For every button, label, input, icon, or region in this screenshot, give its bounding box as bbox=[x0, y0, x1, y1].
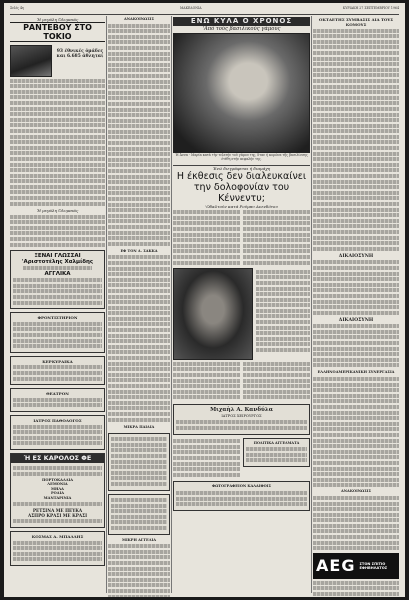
small-ad-box bbox=[108, 494, 170, 535]
notice-title: ΘΕΑΤΡΟΝ bbox=[46, 391, 69, 397]
civil-ad-title: ΠΟΛΙΤΙΚΑ ΑΓΓΕΛΜΑΤΑ bbox=[253, 440, 300, 445]
justice-title: ΔΙΚΑΙΟΣΥΝΗ bbox=[338, 317, 374, 323]
product-line: ΛΕΜΟΝΙΑ bbox=[47, 482, 68, 487]
royal-wedding-photo bbox=[173, 33, 310, 153]
contract-headline: ΟΚΤΑΕΤΗΣ ΣΥΜΒΑΣΙΣ ΔΙΑ ΤΟΥΣ ΚΟΜΟΥΣ bbox=[318, 17, 394, 27]
olympics-headline: ΡΑΝΤΕΒΟΥ ΣΤΟ ΤΟΚΙΟ bbox=[10, 22, 105, 42]
olympics-photo bbox=[10, 45, 52, 77]
classified-title: ΜΙΚΡΗ ΑΓΓΕΛΙΑ bbox=[121, 537, 157, 542]
royal-wedding-subhead: 'Από τούς βασιλικούς γάμους bbox=[202, 26, 281, 32]
article-kicker: Ένώ διεγράφεται ή διαμάχη bbox=[173, 165, 310, 171]
kennedy-subhead: 'Ωδαλτούν κατά Ρούμπυ Ανενδότου bbox=[205, 203, 278, 209]
merchant-ad bbox=[10, 531, 105, 566]
olympics-kicker: Ή μεγάλη Όλυμπιάς bbox=[36, 17, 79, 22]
olympics-body bbox=[10, 79, 105, 206]
school-title: ΞΕΝΑΙ ΓΛΩΣΣΑΙ bbox=[34, 252, 81, 259]
notice-title: ΙΑΤΡΟΣ ΠΑΘΟΛΟΓΟΣ bbox=[33, 417, 82, 423]
section-banner: ΕΝΩ ΚΥΛΑ Ο ΧΡΟΝΟΣ bbox=[173, 17, 310, 26]
subsection-title: ΕΦ ΤΟΝ Δ. ΣΑΚΚΑ bbox=[120, 248, 158, 253]
product-line: ΜΑΝΤΑΡΙΝΙΑ bbox=[43, 496, 72, 501]
column-divider bbox=[171, 16, 172, 593]
school-language: ΑΓΓΛΙΚΑ bbox=[44, 270, 71, 277]
karolos-title: Ή ΕΣ ΚΑΡΟΛΟΣ ΦΕ bbox=[11, 454, 104, 463]
small-ad-box bbox=[108, 433, 170, 491]
notice-box-1 bbox=[10, 312, 105, 353]
column-divider bbox=[311, 16, 312, 593]
column-4 bbox=[313, 17, 399, 597]
olympics-footer: Ή μεγάλη Όλυμπιάς bbox=[36, 207, 79, 213]
kennedy-photo bbox=[173, 268, 253, 360]
announcements-title: ΑΝΑΚΟΙΝΩΣΙΣ bbox=[123, 17, 155, 21]
civil-ad bbox=[243, 438, 310, 467]
issue-date: ΚΥΡΙΑΚΗ 27 ΣΕΠΤΕΜΒΡΙΟΥ 1964 bbox=[342, 6, 399, 10]
aeg-ad bbox=[313, 553, 399, 579]
olympics-subhead: 93 έθνικές όμάδες και 6.685 άθληταί bbox=[56, 49, 104, 60]
merchant-name: ΚΟΣΜΑΣ Α. ΜΠΑΛΛΗΣ bbox=[31, 534, 84, 539]
karolos-ad bbox=[10, 453, 105, 528]
doctor-name: Μιχαὴλ Α. Κανδύλα bbox=[210, 406, 273, 413]
aeg-logo: AEG bbox=[316, 556, 356, 576]
photo-studio-title: ΦΩΤΟΓΡΑΦΕΙΟΝ ΚΑΛΑΙΦΟΙΣ bbox=[211, 484, 272, 489]
royal-wedding-caption: Ή Άννα - Μαρία κατά τήν τελετήν τοῦ γάμου της, ὅταν ἡ κορώνα τῆς βασιλίσσης ἐτέθη στήν κεφαλήν της. bbox=[175, 153, 308, 161]
retsina-line: ΡΕΤΣΙΝΑ ΜΕ ΠΕΥΚΑ bbox=[32, 507, 83, 513]
column-divider bbox=[106, 16, 107, 593]
notice-box-3 bbox=[10, 388, 105, 412]
product-line: ΜΗΛΑ bbox=[51, 486, 64, 491]
column-1 bbox=[10, 17, 105, 569]
doctor-ad bbox=[173, 404, 310, 435]
photo-studio-ad bbox=[173, 481, 310, 510]
header-rule bbox=[10, 14, 399, 15]
column-3 bbox=[173, 17, 310, 514]
doctor-specialty: ΙΑΤΡΟΣ ΧΕΙΡΟΥΡΓΟΣ bbox=[221, 413, 262, 418]
notice-title: ΚΕΡΚΥΡΑΙΚΑ bbox=[42, 358, 73, 364]
newspaper-page bbox=[4, 3, 405, 597]
page-header bbox=[10, 5, 399, 13]
page-number: Σελίς 4η bbox=[10, 6, 24, 10]
paper-name: ΜΑΚΕΔΟΝΙΑ bbox=[180, 6, 202, 10]
justice-title: ΔΙΚΑΙΟΣΥΝΗ bbox=[338, 253, 374, 259]
announcement-title: ΑΝΑΚΟΙΝΩΣΙΣ bbox=[340, 489, 372, 494]
notice-box-4 bbox=[10, 415, 105, 450]
retsina-line: ΑΣΠΡΟ ΚΡΑΣΙ ΜΕ ΚΡΑΣΙ bbox=[27, 512, 88, 518]
language-school-ad bbox=[10, 250, 105, 310]
product-line: ΠΟΡΤΟΚΑΛΛΙΑ bbox=[42, 477, 73, 482]
school-name: 'Αριστοτέλης Χαλμίδης bbox=[21, 258, 94, 265]
notice-box-2 bbox=[10, 356, 105, 385]
kennedy-headline: Η έκθεσις δεν διαλευκαίνει την δολοφονίαν του Κέννεντυ; bbox=[176, 170, 307, 204]
cooperation-title: ΕΛΛΗΝΟΑΜΕΡΙΚΑΝΙΚΗ ΣΥΝΕΡΓΑΣΙΑ bbox=[317, 370, 395, 375]
column-2 bbox=[108, 17, 170, 597]
notice-title: ΦΡΟΝΤΙΣΤΗΡΙΟΝ bbox=[37, 315, 78, 321]
kids-title: ΜΙΚΡΑ ΠΑΙΔΙΑ bbox=[123, 424, 155, 429]
product-line: ΡΟΔΙΑ bbox=[50, 491, 65, 496]
aeg-tagline: ΣΤΟΝ ΣΠΙΤΙΟ ΕΦΗΒΗΛΑΤΟΣ bbox=[359, 561, 388, 571]
